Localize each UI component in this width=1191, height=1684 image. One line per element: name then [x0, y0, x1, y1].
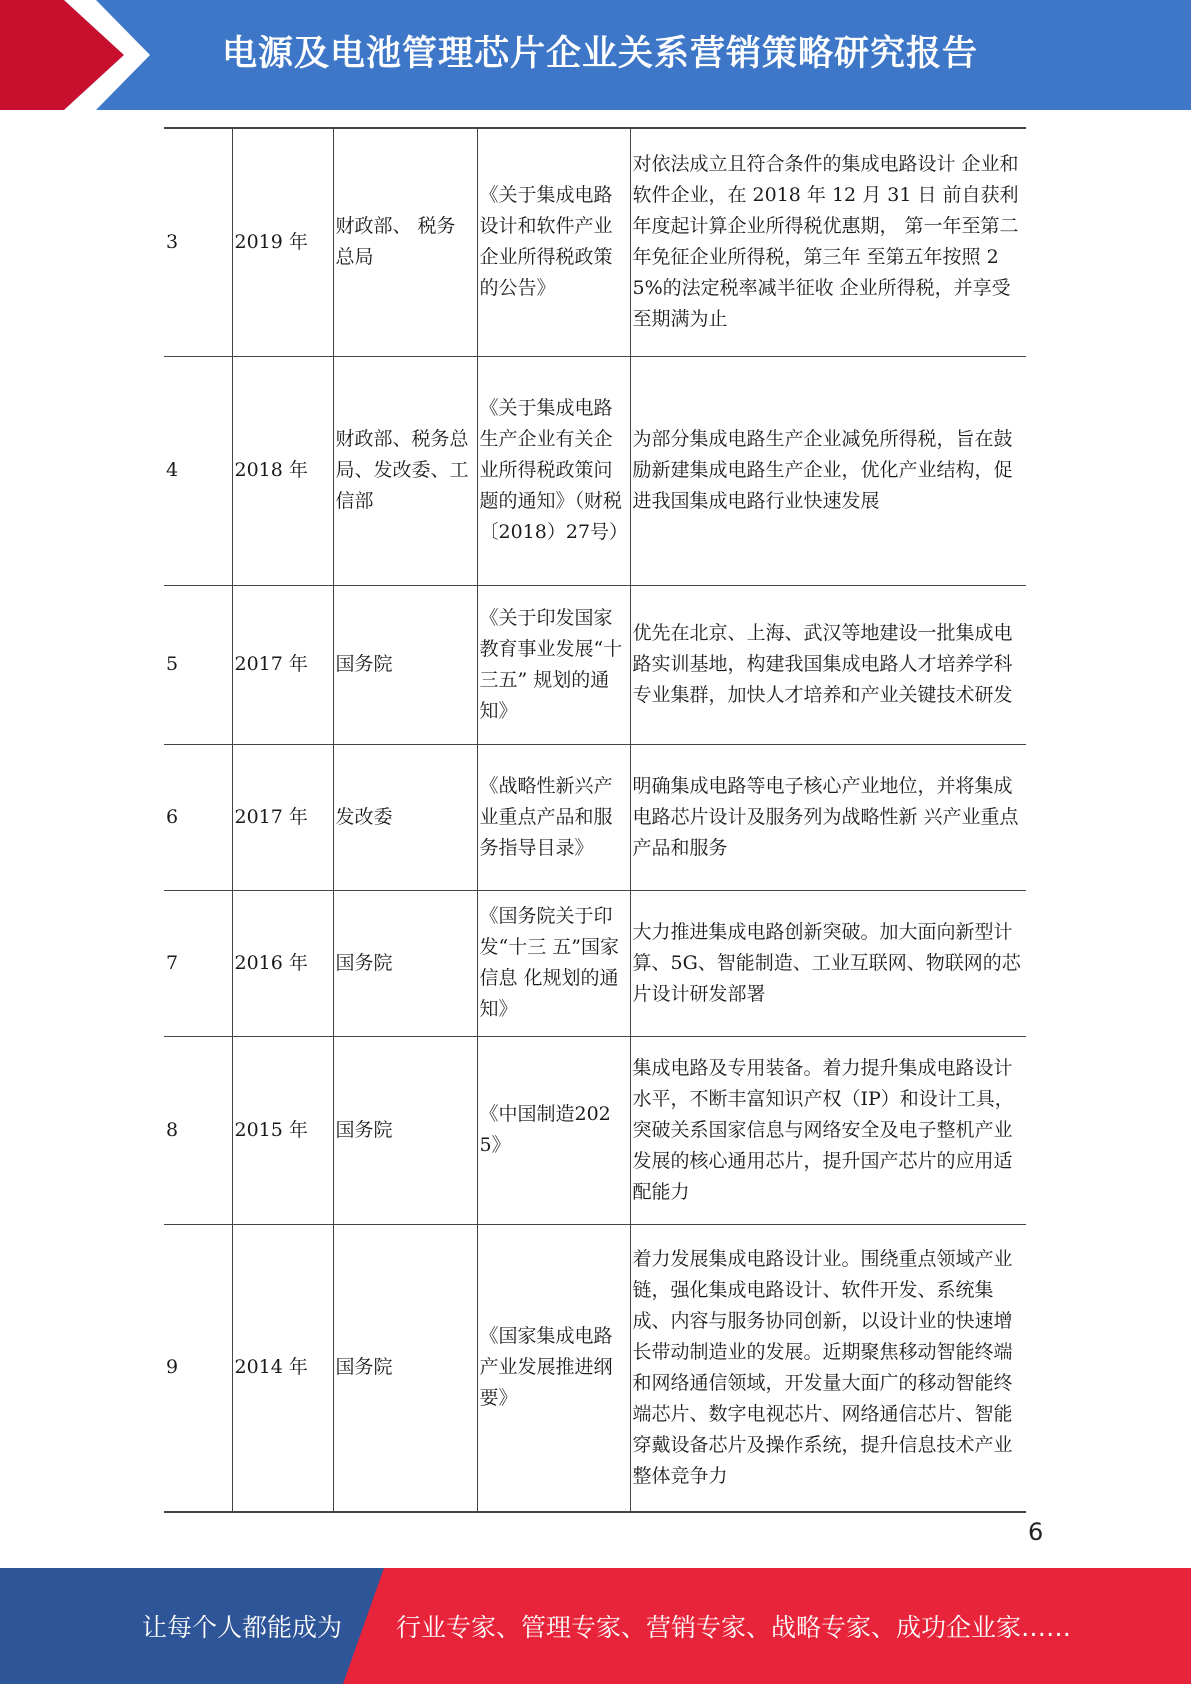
cell-content: 明确集成电路等电子核心产业地位，并将集成电路芯片设计及服务列为战略性新 兴产业重点产品和服务	[630, 744, 1026, 890]
cell-document: 《国务院关于印发“十三 五”国家信息 化规划的通 知》	[477, 890, 630, 1036]
table-row	[164, 890, 1026, 1036]
page-number: 6	[1028, 1518, 1044, 1546]
table-row	[164, 744, 1026, 890]
cell-issuer: 国务院	[333, 1036, 477, 1224]
cell-content: 着力发展集成电路设计业。围绕重点领域产业链，强化集成电路设计、软件开发、系统集成、内容与服务协同创新，以设计业的快速增长带动制造业的发展。近期聚焦移动智能终端和网络通信领域，开发量大面广的移动智能终端芯片、数字电视芯片、网络通信芯片、智能穿戴设备芯片及操作系统，提升信息技术产业整体竞争力	[630, 1224, 1026, 1512]
cell-year: 2019 年	[232, 128, 333, 356]
table-row	[164, 356, 1026, 585]
cell-document: 《中国制造2025》	[477, 1036, 630, 1224]
cell-issuer: 发改委	[333, 744, 477, 890]
cell-content: 为部分集成电路生产企业减免所得税，旨在鼓励新建集成电路生产企业，优化产业结构，促进我国集成电路行业快速发展	[630, 356, 1026, 585]
cell-issuer: 财政部、税务总局、发改委、工信部	[333, 356, 477, 585]
cell-year: 2017 年	[232, 744, 333, 890]
cell-no: 7	[164, 890, 232, 1036]
policy-table	[164, 127, 1026, 1513]
footer-slogan-right: 行业专家、管理专家、营销专家、战略专家、成功企业家……	[396, 1613, 1072, 1642]
cell-issuer: 财政部、 税务总局	[333, 128, 477, 356]
cell-no: 4	[164, 356, 232, 585]
header-banner	[0, 0, 1191, 110]
cell-document: 《战略性新兴产业重点产品和服务指导目录》	[477, 744, 630, 890]
report-title: 电源及电池管理芯片企业关系营销策略研究报告	[222, 34, 979, 74]
table-row	[164, 1036, 1026, 1224]
table-row	[164, 1224, 1026, 1512]
cell-document: 《国家集成电路产业发展推进纲要》	[477, 1224, 630, 1512]
cell-year: 2017 年	[232, 585, 333, 744]
cell-issuer: 国务院	[333, 1224, 477, 1512]
cell-no: 6	[164, 744, 232, 890]
cell-no: 8	[164, 1036, 232, 1224]
cell-document: 《关于集成电路设计和软件产业企业所得税政策的公告》	[477, 128, 630, 356]
cell-issuer: 国务院	[333, 890, 477, 1036]
cell-no: 5	[164, 585, 232, 744]
cell-year: 2018 年	[232, 356, 333, 585]
cell-content: 对依法成立且符合条件的集成电路设计 企业和软件企业，在 2018 年 12 月 31 日 前自获利年度起计算企业所得税优惠期， 第一年至第二年免征企业所得税，第三年 至第五年按照 25%的法定税率减半征收 企业所得税，并享受至期满为止	[630, 128, 1026, 356]
table-row	[164, 128, 1026, 356]
table-row	[164, 585, 1026, 744]
cell-issuer: 国务院	[333, 585, 477, 744]
cell-content: 优先在北京、上海、武汉等地建设一批集成电路实训基地，构建我国集成电路人才培养学科专业集群，加快人才培养和产业关键技术研发	[630, 585, 1026, 744]
cell-year: 2015 年	[232, 1036, 333, 1224]
cell-year: 2014 年	[232, 1224, 333, 1512]
footer-slogan-left: 让每个人都能成为	[142, 1613, 343, 1642]
cell-no: 3	[164, 128, 232, 356]
cell-content: 集成电路及专用装备。着力提升集成电路设计水平，不断丰富知识产权（IP）和设计工具，突破关系国家信息与网络安全及电子整机产业发展的核心通用芯片，提升国产芯片的应用适配能力	[630, 1036, 1026, 1224]
footer-banner	[0, 1568, 1191, 1684]
cell-no: 9	[164, 1224, 232, 1512]
cell-document: 《关于印发国家教育事业发展“十三五” 规划的通知》	[477, 585, 630, 744]
cell-content: 大力推进集成电路创新突破。加大面向新型计算、5G、智能制造、工业互联网、物联网的芯片设计研发部署	[630, 890, 1026, 1036]
cell-document: 《关于集成电路生产企业有关企业所得税政策问题的通知》（财税〔2018）27号）	[477, 356, 630, 585]
cell-year: 2016 年	[232, 890, 333, 1036]
